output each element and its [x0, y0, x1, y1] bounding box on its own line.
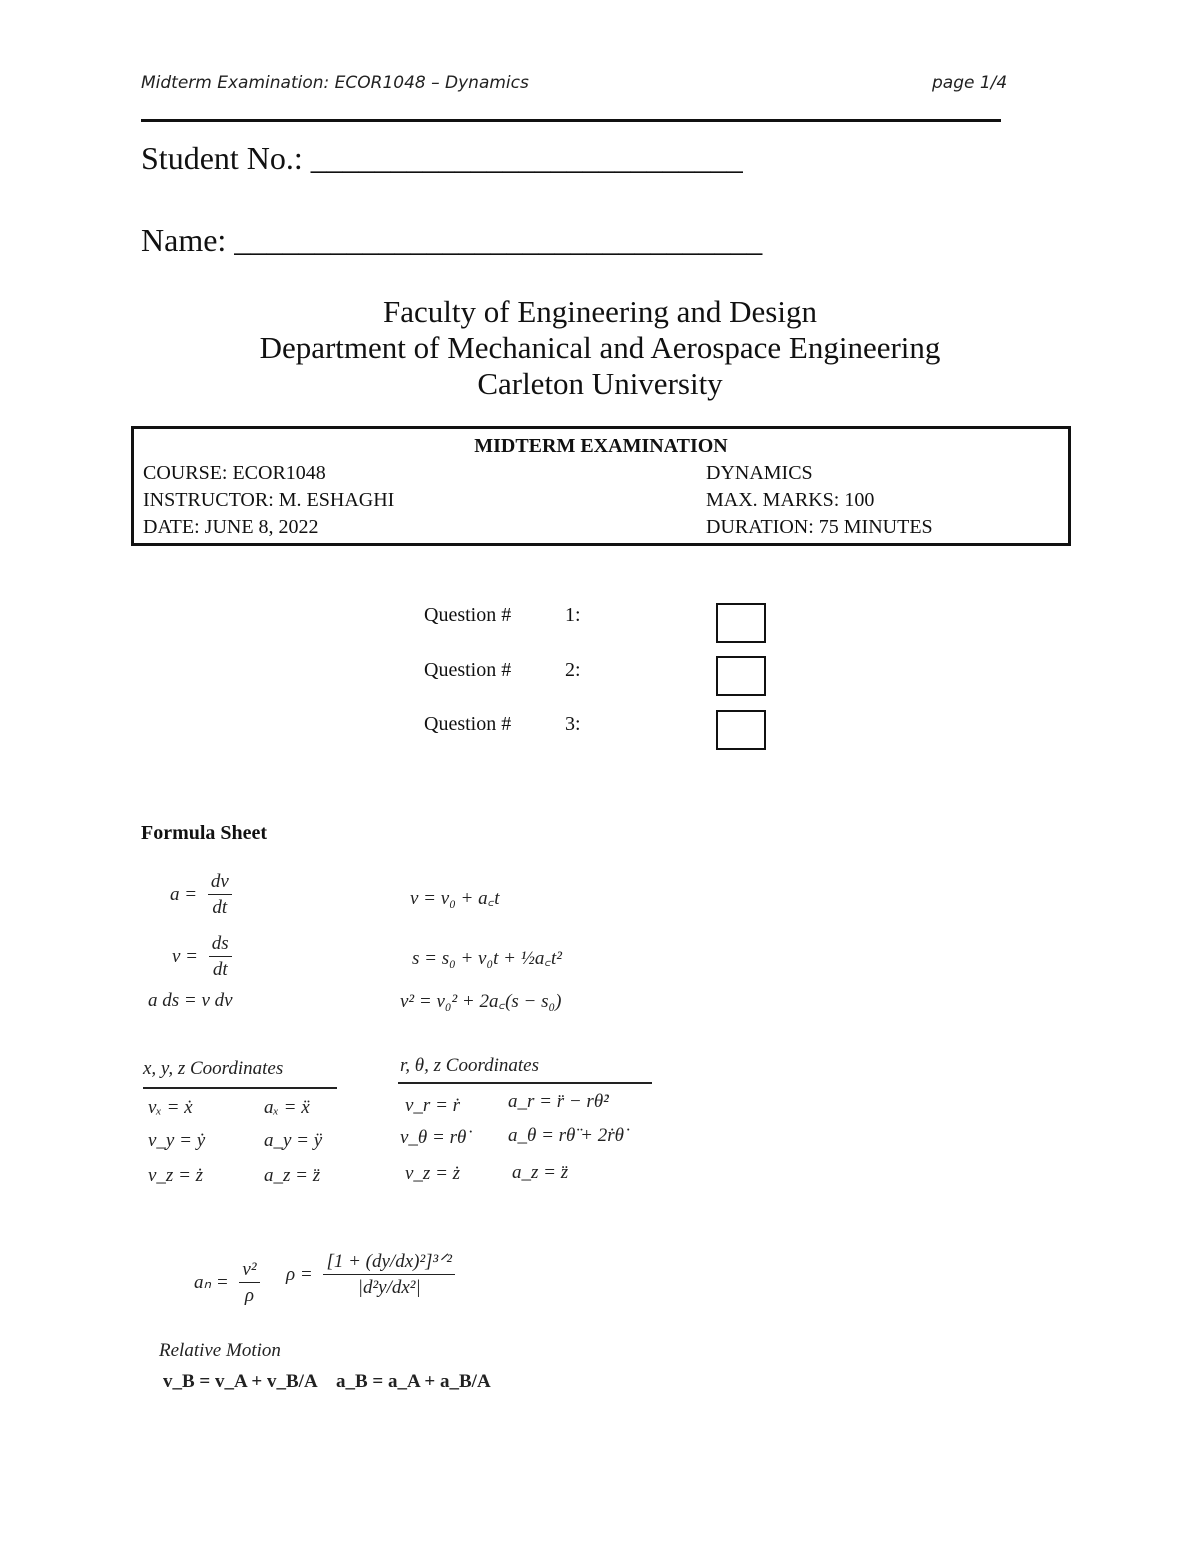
xyz-vy: v_y = ẏ — [148, 1130, 206, 1151]
numerator: ds — [209, 932, 232, 957]
xyz-ay: a_y = ÿ — [264, 1130, 323, 1151]
numerator: v² — [239, 1258, 259, 1283]
formula-lhs: aₙ = — [194, 1271, 229, 1293]
polar-az: a_z = z̈ — [512, 1162, 569, 1183]
polar-heading: r, θ, z Coordinates — [400, 1055, 540, 1076]
instructor: INSTRUCTOR: M. ESHAGHI — [143, 489, 395, 511]
polar-vr: v_r = ṙ — [405, 1095, 461, 1116]
xyz-ax: aₓ = ẍ — [264, 1097, 310, 1118]
question-number: 3: — [565, 713, 581, 735]
denominator: dt — [212, 959, 228, 980]
fraction — [323, 1250, 455, 1301]
fraction — [209, 932, 232, 983]
polar-rule — [398, 1082, 652, 1084]
course-subject: DYNAMICS — [706, 462, 813, 484]
header-title: Midterm Examination: ECOR1048 – Dynamics — [141, 73, 529, 93]
formula-relative-velocity: v_B = v_A + v_B/A — [163, 1371, 318, 1392]
polar-ar: a_r = r̈ − rθ̇² — [508, 1091, 609, 1112]
course-code: COURSE: ECOR1048 — [143, 462, 326, 484]
exam-duration: DURATION: 75 MINUTES — [706, 516, 933, 538]
formula-sheet-title: Formula Sheet — [141, 822, 268, 844]
formula-ads-vdv: a ds = v dv — [148, 990, 233, 1011]
xyz-az: a_z = z̈ — [264, 1165, 321, 1186]
formula-velocity-def — [172, 932, 232, 983]
relative-motion-heading: Relative Motion — [159, 1340, 281, 1361]
formula-accel-def — [170, 870, 232, 921]
exam-date: DATE: JUNE 8, 2022 — [143, 516, 319, 538]
score-box — [716, 656, 766, 696]
formula-v2-const-accel: v² = v₀² + 2a꜀(s − s₀) — [400, 991, 562, 1012]
question-label: Question # — [424, 659, 512, 681]
department-name: Department of Mechanical and Aerospace Engineering — [259, 330, 941, 365]
denominator: ρ — [244, 1285, 255, 1306]
question-number: 1: — [565, 604, 581, 626]
question-number: 2: — [565, 659, 581, 681]
fraction — [239, 1258, 259, 1309]
formula-relative-accel: a_B = a_A + a_B/A — [336, 1371, 491, 1392]
xyz-vx: vₓ = ẋ — [148, 1097, 193, 1118]
max-marks: MAX. MARKS: 100 — [706, 489, 875, 511]
question-label: Question # — [424, 713, 512, 735]
xyz-heading: x, y, z Coordinates — [143, 1058, 284, 1079]
exam-title: MIDTERM EXAMINATION — [474, 435, 728, 457]
page-number: page 1/4 — [932, 73, 1008, 93]
numerator: [1 + (dy/dx)²]³ᐟ² — [323, 1250, 455, 1275]
formula-lhs: ρ = — [286, 1263, 313, 1285]
faculty-name: Faculty of Engineering and Design — [383, 294, 817, 329]
xyz-rule — [143, 1087, 337, 1089]
score-box — [716, 603, 766, 643]
polar-atheta: a_θ = rθ̈ + 2ṙθ̇ — [508, 1125, 624, 1146]
formula-normal-accel — [194, 1258, 260, 1309]
formula-v-const-accel: v = v₀ + a꜀t — [410, 888, 500, 909]
xyz-vz: v_z = ż — [148, 1165, 204, 1186]
formula-radius-curvature — [286, 1250, 455, 1301]
denominator: dt — [212, 897, 228, 918]
exam-info-box — [131, 426, 1071, 546]
fraction — [208, 870, 232, 921]
polar-vtheta: v_θ = rθ̇ — [400, 1127, 467, 1148]
formula-s-const-accel: s = s₀ + v₀t + ½a꜀t² — [412, 948, 562, 969]
student-name-field: Name: _________________________________ — [141, 222, 763, 258]
polar-vz: v_z = ż — [405, 1163, 461, 1184]
numerator: dv — [208, 870, 232, 895]
formula-lhs: v = — [172, 945, 199, 967]
score-box — [716, 710, 766, 750]
formula-lhs: a = — [170, 883, 198, 905]
question-label: Question # — [424, 604, 512, 626]
student-number-field: Student No.: ___________________________ — [141, 140, 743, 176]
header-divider — [141, 119, 1001, 122]
denominator: |d²y/dx²| — [357, 1277, 421, 1298]
university-name: Carleton University — [477, 366, 723, 401]
